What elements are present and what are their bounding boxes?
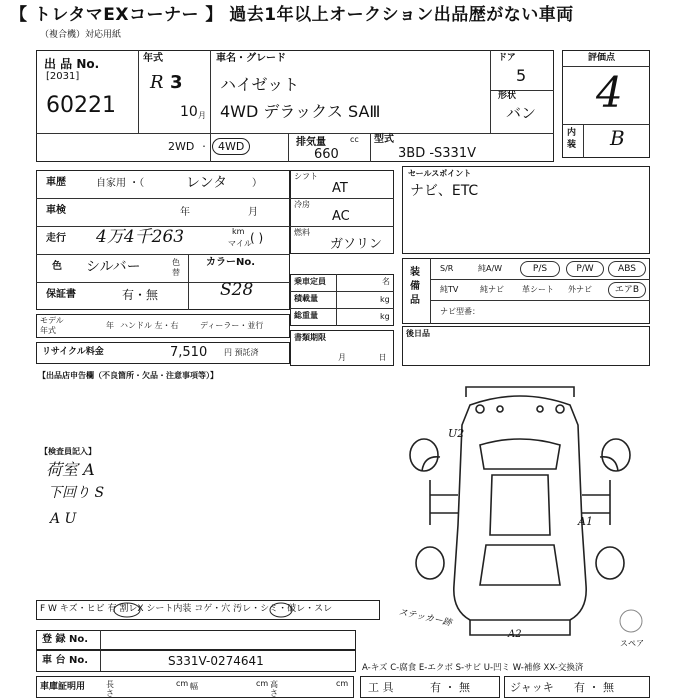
equip-extnavi: 外ナビ bbox=[568, 285, 592, 294]
mileage-unit-km: km bbox=[232, 227, 245, 236]
inspector-line-2: 下回り S bbox=[48, 485, 105, 501]
wheel-rear-right bbox=[596, 547, 624, 579]
roof-outline bbox=[490, 475, 550, 535]
equip-sr: S/R bbox=[440, 264, 454, 273]
equip-navi: 純ナビ bbox=[480, 285, 504, 294]
navi-model-label: ナビ型番： bbox=[440, 307, 480, 316]
spare-label: スペア bbox=[620, 639, 644, 648]
displacement-label: 排気量 bbox=[296, 137, 326, 148]
width-label: 幅 bbox=[190, 682, 198, 691]
dealer-option: ディーラー・並行 bbox=[200, 321, 264, 330]
tools-value: 有 ・ 無 bbox=[430, 681, 470, 694]
drive-2wd: 2WD bbox=[168, 140, 195, 153]
shape-value: バン bbox=[506, 104, 537, 122]
score-label: 評価点 bbox=[588, 53, 616, 63]
doors-value: 5 bbox=[516, 66, 527, 85]
length-unit: cm bbox=[176, 679, 189, 688]
width-unit: cm bbox=[256, 679, 269, 688]
color-change: 色替 bbox=[172, 258, 180, 277]
model-year-unit: 年 bbox=[106, 321, 114, 330]
mileage-value: 4万4千263 bbox=[96, 227, 185, 247]
year-value: 3 bbox=[170, 72, 183, 93]
registration-label: 登 録 No. bbox=[42, 634, 89, 645]
ac-label: 冷房 bbox=[294, 200, 310, 209]
score-value: 4 bbox=[596, 68, 623, 117]
model-label: 型式 bbox=[374, 134, 394, 145]
later-label: 後日品 bbox=[406, 329, 430, 338]
diagram-note-a2: A2 bbox=[508, 629, 522, 640]
sales-value: ナビ、ETC bbox=[410, 183, 479, 199]
lot-label: 出 品 No. bbox=[44, 57, 100, 71]
form-subnote: （複合機）対応用紙 bbox=[40, 30, 122, 40]
height-unit: cm bbox=[336, 679, 349, 688]
later-section bbox=[402, 326, 650, 366]
drive-4wd: 4WD bbox=[212, 138, 250, 155]
car-label: 車名・グレード bbox=[216, 53, 286, 64]
inspection-month: 月 bbox=[248, 207, 258, 218]
doors-label: ドア bbox=[498, 53, 516, 63]
color-label: 色 bbox=[52, 261, 62, 272]
sales-section bbox=[402, 166, 650, 254]
year-era: R bbox=[150, 72, 164, 93]
mileage-label: 走行 bbox=[46, 233, 66, 244]
warranty-value: 有・無 bbox=[122, 288, 159, 302]
interior-value: B bbox=[610, 126, 625, 150]
diagram-note-sticker: ステッカー跡 bbox=[397, 607, 453, 629]
weight-unit: kg bbox=[380, 312, 390, 321]
recycle-value: 7,510 bbox=[170, 345, 208, 360]
fw-text: F W キズ・ヒビ 有 割レX シート内装 コゲ・穴 汚レ・シミ・破レ・スレ bbox=[40, 604, 333, 614]
capacity-label: 乗車定員 bbox=[294, 277, 326, 286]
year-month: 10 bbox=[180, 104, 198, 120]
spare-tire-icon bbox=[618, 608, 644, 634]
color-code: S28 bbox=[220, 280, 254, 300]
tools-label: 工 具 bbox=[368, 681, 394, 694]
car-name: ハイゼット bbox=[220, 75, 300, 94]
displacement-unit: cc bbox=[350, 135, 359, 144]
weight-label: 総重量 bbox=[294, 311, 318, 320]
car-grade: 4WD デラックス SAⅢ bbox=[220, 102, 381, 121]
mileage-paren: ( ) bbox=[250, 231, 264, 245]
car-body-outline bbox=[454, 396, 586, 620]
inspector-label: 【検査員記入】 bbox=[40, 447, 96, 456]
damage-legend: A-キズ C-腐食 E-エクボ S-サビ U-凹ミ W-補修 XX-交換済 bbox=[362, 663, 584, 673]
equip-leather: 革シート bbox=[522, 285, 554, 294]
equip-ps: P/S bbox=[520, 261, 560, 277]
declaration-label: 【出品店申告欄（不良箇所・欠品・注意事項等）】 bbox=[38, 371, 218, 380]
capacity-unit: 名 bbox=[382, 277, 390, 286]
equipment-label: 装備品 bbox=[410, 267, 420, 306]
recycle-unit: 円 預託済 bbox=[224, 348, 259, 357]
shift-value: AT bbox=[332, 181, 348, 196]
diagram-note-a1: A1 bbox=[578, 515, 593, 528]
fw-circle-mark bbox=[112, 601, 142, 619]
history-label: 車歴 bbox=[46, 177, 66, 188]
jack-value: 有 ・ 無 bbox=[574, 681, 614, 694]
inspection-label: 車検 bbox=[46, 205, 66, 216]
banner-title: 【 トレタマEXコーナー 】 過去1年以上オークション出品歴がない車両 bbox=[10, 5, 574, 25]
jack-label: ジャッキ bbox=[510, 681, 554, 694]
inspector-line-1: 荷室 A bbox=[46, 460, 95, 479]
warranty-label: 保証書 bbox=[46, 289, 76, 300]
year-month-unit: 月 bbox=[198, 111, 206, 120]
displacement-value: 660 bbox=[314, 147, 339, 162]
load-label: 積載量 bbox=[294, 294, 318, 303]
equip-tv: 純TV bbox=[440, 285, 459, 294]
chassis-value: S331V-0274641 bbox=[168, 654, 264, 668]
lot-number: 60221 bbox=[46, 93, 116, 118]
length-label: 長さ bbox=[106, 680, 114, 698]
shape-label: 形状 bbox=[498, 91, 517, 101]
wheel-front-left bbox=[410, 439, 438, 471]
chassis-label: 車 台 No. bbox=[42, 655, 89, 666]
equip-airbag: エアB bbox=[608, 282, 646, 298]
height-label: 高さ bbox=[270, 680, 278, 698]
inspection-year: 年 bbox=[180, 207, 190, 218]
wheel-front-right bbox=[602, 439, 630, 471]
history-close: ） bbox=[252, 178, 262, 189]
color-value: シルバー bbox=[86, 259, 141, 275]
docs-label: 書類期限 bbox=[294, 333, 326, 342]
model-year-label: モデル年式 bbox=[40, 316, 64, 335]
shift-label: シフト bbox=[294, 172, 318, 181]
car-damage-diagram bbox=[397, 385, 640, 645]
color-code-label: カラーNo. bbox=[206, 257, 256, 268]
docs-unit: 月 日 bbox=[338, 353, 387, 362]
equip-aw: 純A/W bbox=[478, 264, 503, 273]
handle-option: ハンドル 左・右 bbox=[120, 321, 179, 330]
fuel-value: ガソリン bbox=[330, 237, 383, 252]
garage-cert-label: 車庫証明用 bbox=[40, 682, 86, 692]
year-label: 年式 bbox=[143, 53, 163, 64]
ac-value: AC bbox=[332, 209, 350, 224]
recycle-label: リサイクル料金 bbox=[42, 347, 104, 357]
interior-label: 内装 bbox=[567, 128, 577, 150]
equip-abs: ABS bbox=[608, 261, 646, 277]
history-options: 自家用 ・（ bbox=[96, 178, 145, 189]
seat-circle-mark bbox=[268, 601, 294, 619]
sales-label: セールスポイント bbox=[408, 169, 472, 178]
mileage-unit-mile: マイル bbox=[228, 239, 252, 248]
lot-small-no: [2031] bbox=[46, 71, 80, 82]
history-value: レンタ bbox=[186, 175, 228, 191]
wheel-rear-left bbox=[416, 547, 444, 579]
equip-pw: P/W bbox=[566, 261, 604, 277]
load-unit: kg bbox=[380, 295, 390, 304]
inspector-line-3: A U bbox=[50, 511, 77, 527]
fuel-label: 燃料 bbox=[294, 228, 310, 237]
diagram-note-u2: U2 bbox=[448, 427, 465, 440]
model-value: 3BD -S331V bbox=[398, 146, 476, 161]
